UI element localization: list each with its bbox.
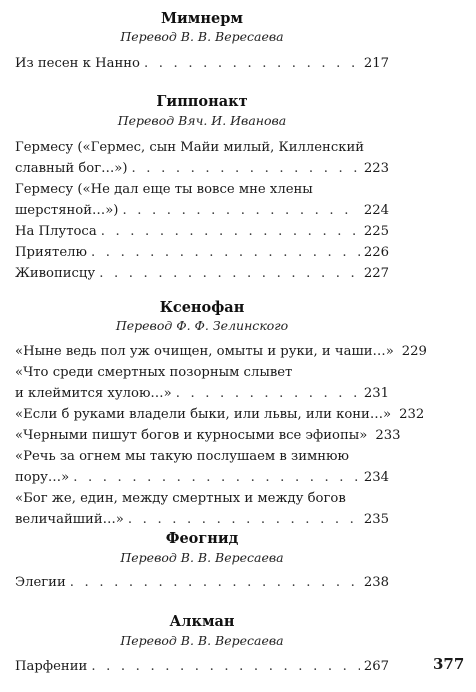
section-translator: Перевод В. В. Вересаева (120, 29, 284, 44)
section-author: Гиппонакт (156, 93, 248, 110)
section-translator: Перевод В. В. Вересаева (120, 633, 284, 648)
entry-title-line: Живописцу (15, 266, 96, 281)
toc-entry[interactable] (15, 263, 389, 284)
entry-list (15, 656, 389, 677)
entry-title-line: Из песен к Нанно (15, 56, 140, 71)
entry-page-number: 224 (363, 203, 389, 218)
entry-title-line: «Что среди смертных позорным слывет (15, 365, 293, 380)
entry-title-line: Приятелю (15, 245, 88, 260)
entry-title-line: «Ныне ведь пол уж очищен, омыты и руки, и чаши…» (15, 344, 394, 359)
section-translator: Перевод Ф. Ф. Зелинского (115, 318, 289, 333)
entry-title-line: На Плутоса (15, 224, 97, 239)
entry-page-number: 223 (363, 161, 389, 176)
page-number: 377 (433, 655, 465, 673)
entry-page-number: 267 (363, 659, 389, 674)
entry-page-number: 233 (375, 428, 401, 443)
entry-title-line: Элегии (15, 575, 66, 590)
toc-entry[interactable] (15, 221, 389, 242)
entry-title-line: «Бог же, един, между смертных и между богов (15, 491, 346, 506)
entry-page-number: 217 (363, 56, 389, 71)
dot-leader (122, 200, 359, 221)
toc-entry[interactable] (15, 137, 389, 179)
toc-entry[interactable] (15, 53, 389, 74)
dot-leader (91, 656, 360, 677)
dot-leader (101, 221, 360, 242)
toc-entry[interactable] (15, 341, 427, 362)
entry-page-number: 231 (363, 386, 389, 401)
section-author: Алкман (169, 613, 235, 630)
dot-leader (128, 509, 360, 530)
entry-title-line: «Если б руками владели быки, или львы, или кони…» (15, 407, 392, 422)
entry-title-line: шерстяной…») (15, 203, 119, 218)
toc-entry[interactable] (15, 242, 389, 263)
entry-page-number: 229 (401, 344, 427, 359)
dot-leader (99, 263, 360, 284)
dot-leader (132, 158, 360, 179)
entry-title-line: «Черными пишут богов и курносыми все эфиопы» (15, 428, 368, 443)
toc-entry[interactable] (15, 656, 389, 677)
entry-title-line: и клеймится хулою…» (15, 386, 172, 401)
entry-list (15, 341, 427, 530)
entry-title-line: «Речь за огнем мы такую послушаем в зимнюю (15, 449, 349, 464)
entry-title-line: пору…» (15, 470, 70, 485)
section-author: Мимнерм (161, 10, 243, 27)
toc-entry[interactable] (15, 404, 425, 425)
entry-title-line: Гермесу («Не дал еще ты вовсе мне хлены (15, 182, 313, 197)
entry-list (15, 572, 389, 593)
toc-entry[interactable] (15, 488, 389, 530)
entry-title-line: Гермесу («Гермес, сын Майи милый, Килленский (15, 140, 365, 155)
section-author: Ксенофан (159, 299, 245, 316)
entry-list (15, 137, 389, 284)
section-translator: Перевод В. В. Вересаева (120, 550, 284, 565)
entry-page-number: 227 (363, 266, 389, 281)
entry-title-line: величайший…» (15, 512, 124, 527)
section-author: Феогнид (165, 530, 239, 547)
toc-entry[interactable] (15, 446, 389, 488)
toc-entry[interactable] (15, 179, 389, 221)
entry-list (15, 53, 389, 74)
entry-page-number: 225 (363, 224, 389, 239)
toc-entry[interactable] (15, 572, 389, 593)
entry-page-number: 226 (363, 245, 389, 260)
dot-leader (73, 467, 360, 488)
entry-title-line: Парфении (15, 659, 88, 674)
entry-page-number: 235 (363, 512, 389, 527)
section-translator: Перевод Вяч. И. Иванова (117, 113, 287, 128)
dot-leader (70, 572, 360, 593)
toc-entry[interactable] (15, 362, 389, 404)
entry-page-number: 232 (399, 407, 425, 422)
entry-page-number: 234 (363, 470, 389, 485)
dot-leader (176, 383, 360, 404)
dot-leader (144, 53, 360, 74)
toc-entry[interactable] (15, 425, 401, 446)
entry-page-number: 238 (363, 575, 389, 590)
dot-leader (91, 242, 360, 263)
entry-title-line: славный бог…») (15, 161, 128, 176)
